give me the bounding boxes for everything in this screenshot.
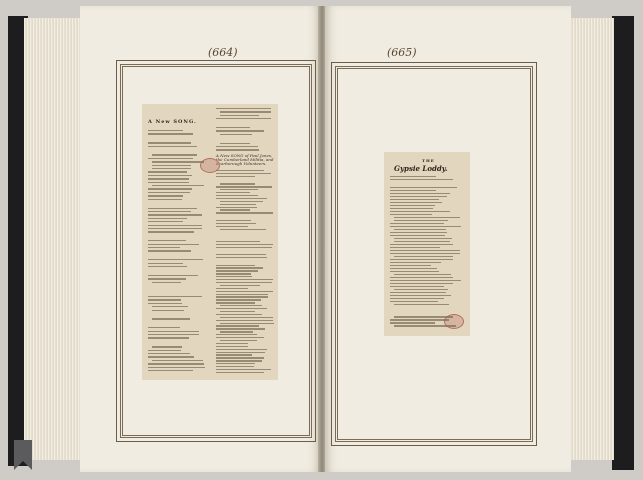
text-line <box>390 271 439 272</box>
text-line <box>220 340 257 341</box>
right-page <box>325 6 571 472</box>
text-line <box>220 189 258 190</box>
text-line <box>152 306 188 307</box>
text-line <box>216 308 267 309</box>
text-line <box>390 187 457 188</box>
text-line <box>148 130 183 131</box>
text-line <box>220 143 250 144</box>
text-line <box>152 185 204 186</box>
text-line <box>148 175 192 176</box>
text-line <box>152 310 184 311</box>
text-line <box>220 317 273 318</box>
text-line <box>148 356 194 357</box>
text-line <box>216 226 248 227</box>
right-song-title: A New SONG of Paul Jones, the Cumberland Militia, and Scarborough Volunteers. <box>216 153 274 167</box>
text-line <box>390 250 460 251</box>
text-line <box>220 209 250 210</box>
text-line <box>390 283 453 284</box>
text-line <box>216 244 273 245</box>
text-line <box>216 363 255 364</box>
right-cover <box>612 16 634 470</box>
text-line <box>220 311 255 312</box>
text-line <box>390 226 461 227</box>
text-line <box>216 108 271 109</box>
text-line <box>394 229 446 230</box>
text-line <box>216 118 271 119</box>
text-line <box>216 267 263 268</box>
left-fore-edge <box>24 18 82 460</box>
text-line <box>148 363 204 364</box>
text-line <box>216 302 255 303</box>
text-line <box>220 229 266 230</box>
text-line <box>390 205 435 206</box>
text-line <box>390 286 444 287</box>
text-line <box>390 244 453 245</box>
text-line <box>216 195 258 196</box>
text-line <box>148 158 193 159</box>
text-line <box>216 127 250 128</box>
text-line <box>216 325 259 326</box>
text-line <box>148 211 191 212</box>
text-line <box>148 199 182 200</box>
text-line <box>390 196 447 197</box>
text-line <box>216 198 267 199</box>
text-line <box>390 319 449 320</box>
text-line <box>216 337 264 338</box>
left-ballad-sheet <box>142 104 278 380</box>
text-line <box>216 241 260 242</box>
text-line <box>216 294 268 295</box>
text-line <box>394 256 453 257</box>
text-line <box>148 331 199 332</box>
text-line <box>148 240 186 241</box>
text-line <box>148 278 186 279</box>
text-line <box>390 259 453 260</box>
text-line <box>394 304 449 305</box>
text-line <box>152 346 182 347</box>
text-line <box>390 193 450 194</box>
text-line <box>216 346 248 347</box>
text-line <box>148 221 183 222</box>
text-line <box>390 277 453 278</box>
text-line <box>148 188 192 189</box>
text-line <box>152 154 197 155</box>
text-line <box>216 173 271 174</box>
text-line <box>390 265 431 266</box>
left-page <box>80 6 320 472</box>
text-line <box>148 247 180 248</box>
text-line <box>216 265 255 266</box>
text-line <box>148 299 181 300</box>
text-line <box>216 357 264 358</box>
text-line <box>216 354 252 355</box>
text-line <box>390 179 453 180</box>
sheet-pre-title: THE <box>422 158 435 163</box>
text-line <box>148 350 181 351</box>
text-line <box>148 133 193 134</box>
text-line <box>216 273 251 274</box>
text-line <box>152 318 190 319</box>
text-line <box>152 282 181 283</box>
text-line <box>152 161 204 162</box>
text-line <box>216 223 256 224</box>
text-line <box>148 259 203 260</box>
text-line <box>148 327 180 328</box>
text-line <box>216 279 273 280</box>
text-line <box>216 170 264 171</box>
text-line <box>148 231 194 232</box>
text-line <box>148 250 191 251</box>
text-line <box>394 325 456 326</box>
text-line <box>220 111 271 112</box>
text-line <box>148 370 193 371</box>
text-line <box>390 262 441 263</box>
text-line <box>390 280 461 281</box>
text-line <box>148 266 187 267</box>
text-line <box>394 241 450 242</box>
text-line <box>394 289 448 290</box>
text-line <box>216 220 251 221</box>
right-ballad-sheet <box>384 152 470 336</box>
text-line <box>216 282 272 283</box>
text-line <box>148 225 202 226</box>
text-line <box>216 212 273 213</box>
text-line <box>216 192 250 193</box>
text-line <box>220 323 274 324</box>
text-line <box>216 372 264 373</box>
text-line <box>148 367 205 368</box>
text-line <box>390 176 436 177</box>
text-line <box>148 146 197 147</box>
text-line <box>148 171 187 172</box>
right-folio: (665) <box>387 46 417 59</box>
text-line <box>216 254 266 255</box>
text-line <box>152 168 191 169</box>
text-line <box>390 298 444 299</box>
text-line <box>148 178 189 179</box>
text-line <box>220 285 260 286</box>
text-line <box>390 253 460 254</box>
text-line <box>216 207 257 208</box>
text-line <box>148 182 189 183</box>
text-line <box>220 331 253 332</box>
text-line <box>390 322 435 323</box>
text-line <box>216 299 261 300</box>
text-line <box>390 232 447 233</box>
text-line <box>216 270 258 271</box>
text-line <box>216 146 258 147</box>
text-line <box>390 301 438 302</box>
text-line <box>216 349 267 350</box>
text-line <box>148 244 199 245</box>
text-line <box>390 214 432 215</box>
text-line <box>390 208 433 209</box>
text-line <box>216 130 264 131</box>
text-line <box>394 238 452 239</box>
text-line <box>148 337 189 338</box>
text-line <box>152 360 203 361</box>
text-line <box>220 201 263 202</box>
text-line <box>394 220 448 221</box>
text-line <box>152 165 191 166</box>
text-line <box>216 320 273 321</box>
text-line <box>390 211 450 212</box>
text-line <box>148 192 190 193</box>
text-line <box>148 275 198 276</box>
text-line <box>390 190 436 191</box>
text-line <box>216 334 257 335</box>
text-line <box>216 186 272 187</box>
text-line <box>148 334 199 335</box>
text-line <box>216 328 265 329</box>
text-line <box>216 366 254 367</box>
text-line <box>216 296 268 297</box>
text-line <box>216 369 271 370</box>
left-song-title: A New SONG. <box>148 119 197 125</box>
text-line <box>220 204 256 205</box>
text-line <box>148 195 183 196</box>
text-line <box>220 134 252 135</box>
text-line <box>390 292 446 293</box>
sheet-title: Gypsie Loddy. <box>394 164 448 173</box>
text-line <box>220 183 255 184</box>
text-line <box>394 316 453 317</box>
text-line <box>148 208 197 209</box>
text-line <box>216 288 248 289</box>
text-line <box>216 352 265 353</box>
text-line <box>220 305 262 306</box>
text-line <box>216 291 273 292</box>
text-line <box>148 142 191 143</box>
text-line <box>394 274 451 275</box>
text-line <box>390 295 451 296</box>
text-line <box>148 214 202 215</box>
text-line <box>216 276 252 277</box>
text-line <box>216 360 262 361</box>
text-line <box>220 115 259 116</box>
text-line <box>390 202 442 203</box>
text-line <box>216 176 255 177</box>
text-line <box>216 149 259 150</box>
right-fore-edge <box>570 18 614 460</box>
text-line <box>216 257 267 258</box>
text-line <box>216 314 262 315</box>
text-line <box>390 268 437 269</box>
text-line <box>390 235 445 236</box>
text-line <box>394 217 460 218</box>
text-line <box>216 343 248 344</box>
text-line <box>216 247 272 248</box>
text-line <box>148 303 182 304</box>
text-line <box>390 223 444 224</box>
text-line <box>148 218 187 219</box>
text-line <box>148 263 183 264</box>
text-line <box>390 247 440 248</box>
left-folio: (664) <box>208 46 238 59</box>
text-line <box>390 199 439 200</box>
text-line <box>148 296 202 297</box>
text-line <box>148 353 190 354</box>
text-line <box>148 228 202 229</box>
